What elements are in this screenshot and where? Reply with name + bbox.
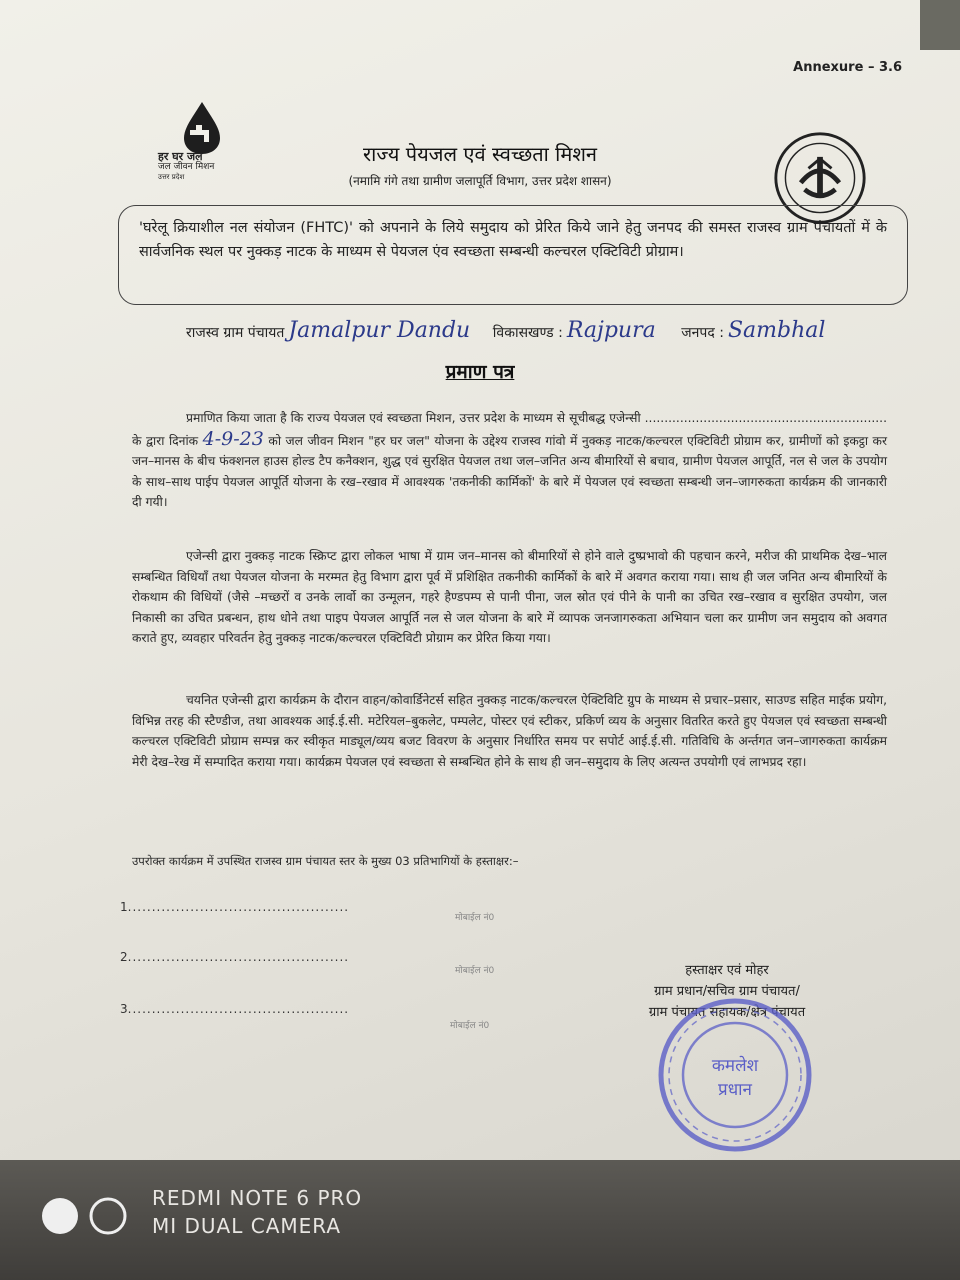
participant-dots: ..............................................	[127, 1002, 350, 1016]
page-title: राज्य पेयजल एवं स्वच्छता मिशन	[362, 142, 598, 166]
subject-box: 'घरेलू क्रियाशील नल संयोजन (FHTC)' को अपनाने के लिये समुदाय को प्रेरित किये जाने हेतु जनपद की समस्त राजस्व ग्राम पंचायतों में के सार्वजनिक स्थल पर नुक्कड़ नाटक के माध्यम से पेयजल एंव स्वच्छता सम्बन्धी कल्चरल एक्टिविटी प्रोग्राम।	[118, 205, 908, 305]
logo-caption-line: जल जीवन मिशन	[158, 162, 215, 172]
participant-line	[120, 950, 349, 964]
paragraph-4: उपरोक्त कार्यक्रम में उपस्थित राजस्व ग्राम पंचायत स्तर के मुख्य 03 प्रतिभागियों के हस्ताक्षर:–	[132, 854, 519, 868]
signature-line: ग्राम प्रधान/सचिव ग्राम पंचायत/	[654, 984, 800, 999]
official-stamp	[655, 995, 815, 1155]
district-value: Sambhal	[727, 318, 826, 343]
signature-line: हस्ताक्षर एवं मोहर	[685, 963, 769, 978]
certificate-title: प्रमाण पत्र	[445, 361, 515, 383]
paragraph-1	[132, 408, 887, 513]
photo-background	[0, 1160, 960, 1280]
signature-line: ग्राम पंचायत सहायक/क्षेत्र पंचायत	[648, 1005, 806, 1020]
block-label: विकासखण्ड :	[492, 325, 563, 341]
participant-line	[120, 900, 349, 914]
stamp-title: प्रधान	[718, 1080, 752, 1100]
logo-caption-line: उत्तर प्रदेश	[158, 173, 185, 181]
participant-number: 1	[120, 900, 128, 914]
background-edge	[920, 0, 960, 50]
paragraph-2: एजेन्सी द्वारा नुक्कड़ नाटक स्क्रिप्ट द्वारा लोकल भाषा में ग्राम जन–मानस को बीमारियों से होने वाले दुष्प्रभावो की पहचान करने, मरीज की प्राथमिक देख–भाल सम्बन्धित विधियाँ तथा पेयजल योजना के मरम्मत हेतु विभाग द्वारा पूर्व में प्रशिक्षित तकनीकी कार्मिकों के बारे में अवगत कराया गया। साथ ही जल जनित अन्य बीमारियों के रोकथाम की विधियों (जैसे –मच्छरों व उनके लार्वो का उन्मूलन, गहरे हैण्डपम्प से पानी पीना, जल स्रोत एवं पीने के पानी का उचित रख–रखाव व सुरक्षित उपयोग, जल निकासी का उचित प्रबन्धन, हाथ धोने तथा पाइप पेयजल आपूर्ति नल से जल योजना के बारे में व्यापक जनजागरुकता अभियान चला कर ग्रामीण जन समुदाय को अवगत कराते हुए, व्यवहार परिवर्तन हेतु नुक्कड़ नाटक/कल्चरल एक्टिविटी प्रोग्राम कर प्रेरित किया गया।	[132, 549, 887, 645]
event-date: 4-9-23	[202, 427, 264, 450]
district-label: जनपद :	[681, 325, 724, 341]
annexure-label: Annexure – 3.6	[793, 60, 902, 75]
participant-dots: ..............................................	[127, 950, 350, 964]
participant-line	[120, 1002, 349, 1016]
mobile-label: मोबाईल नं0	[455, 913, 495, 923]
village-value: Jamalpur Dandu	[288, 318, 471, 343]
paragraph-3: चयनित एजेन्सी द्वारा कार्यक्रम के दौरान वाहन/कोवार्डिनेटर्स सहित नुक्कड़ नाटक/कल्चरल ऐक्टिविटि ग्रुप के माध्यम से प्रचार–प्रसार, साउण्ड सहित माईक प्रयोग, विभिन्न तरह की स्टैण्डीज, तथा आवश्यक आई.ई.सी. मटेरियल–बुकलेट, पम्पलेट, पोस्टर एवं स्टीकर, प्रकिर्ण व्यय के अनुसार वितरित करते हुए पेयजल एवं स्वच्छता सम्बन्धी कल्चरल एक्टिविटी प्रोग्राम सम्पन्न कर स्वीकृत माड्यूल/व्यय बजट विवरण के अनुसार निर्धारित समय पर सपोर्ट आई.ई.सी. गतिविधि के अर्न्तगत जन–जागरुकता कार्यक्रम मेरी देख–रेख में सम्पादित कराया गया। कार्यक्रम पेयजल एवं स्वच्छता से सम्बन्धित होने के साथ ही जन–समुदाय के लिए अत्यन्त उपयोगी एवं लाभप्रद रहा।	[132, 693, 887, 769]
camera-watermark-line: REDMI NOTE 6 PRO	[152, 1186, 363, 1210]
mobile-label: मोबाईल नं0	[455, 966, 495, 976]
block-value: Rajpura	[566, 318, 656, 343]
location-line	[186, 318, 825, 343]
paragraph-1-end: को जल जीवन मिशन "हर घर जल" योजना के उद्देश्य राजस्व गांवो में नुक्कड़ नाटक/कल्चरल एक्टिविटी प्रोग्राम कर, ग्रामीणों को इकट्ठा कर जन–मानस के बीच फंक्शनल हाउस होल्ड टैप कनैक्शन, शुद्ध एवं सुरक्षित पेयजल तथा जल–जनित अन्य बीमारियों से बचाव, ग्रामीण पेयजल आपूर्ति, नल से जल के उपयोग के साथ–साथ पाईप पेयजल आपूर्ति योजना के रख–रखाव में आवश्यक 'तकनीकी कार्मिकों' के बारे में पेयजल एवं स्वच्छता सम्बन्धी जन–जागरुकता कार्यक्रम की जानकारी दी गयी।	[132, 433, 887, 509]
mobile-label: मोबाईल नं0	[450, 1021, 490, 1031]
participant-number: 3	[120, 1002, 128, 1016]
paragraph-1-start: प्रमाणित किया जाता है कि राज्य पेयजल एवं स्वच्छता मिशन, उत्तर प्रदेश के माध्यम से सूचीबद्ध एजेन्सी .............................................................. के द्वारा दिनांक	[132, 411, 887, 448]
camera-watermark-line: MI DUAL CAMERA	[152, 1214, 342, 1238]
participant-number: 2	[120, 950, 128, 964]
participant-dots: ..............................................	[127, 900, 350, 914]
village-label: राजस्व ग्राम पंचायत	[186, 325, 285, 341]
logo-caption-line: हर घर जल	[158, 150, 203, 163]
page-subtitle: (नमामि गंगे तथा ग्रामीण जलापूर्ति विभाग, उत्तर प्रदेश शासन)	[348, 174, 612, 188]
camera-watermark-dots-icon	[40, 1196, 132, 1236]
stamp-name: कमलेश	[711, 1056, 759, 1076]
